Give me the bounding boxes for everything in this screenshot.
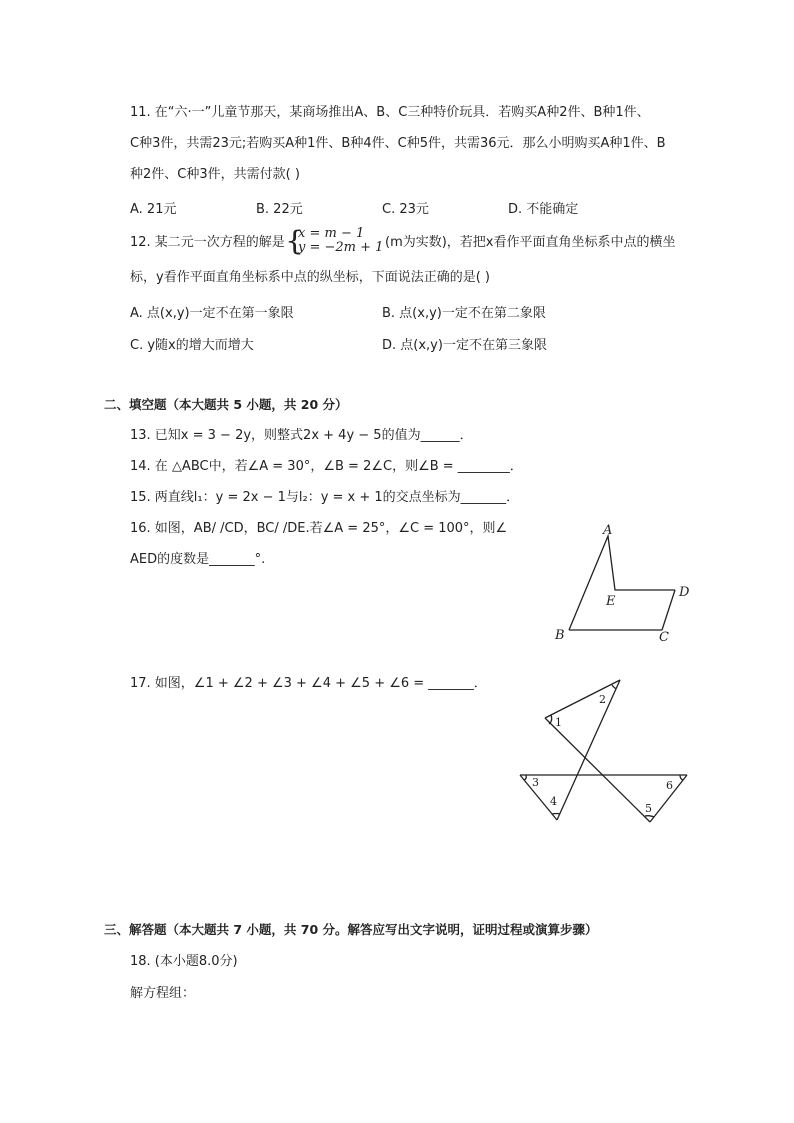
q11-option-a: A. 21元 xyxy=(130,202,177,217)
segment-c-d xyxy=(662,590,675,630)
q17-text: 17. 如图，∠1 + ∠2 + ∠3 + ∠4 + ∠5 + ∠6 = _______． xyxy=(130,676,487,691)
q12-option-b: B. 点(x,y)一定不在第二象限 xyxy=(382,306,546,321)
angle-label-4: 4 xyxy=(550,795,557,808)
arc-5 xyxy=(645,816,654,817)
arc-2 xyxy=(612,685,616,688)
q12-eq1: x = m − 1 xyxy=(298,226,365,241)
q12-option-d: D. 点(x,y)一定不在第三象限 xyxy=(382,338,547,353)
line-top-left-to-bottom-right xyxy=(545,718,650,822)
q13-text: 13. 已知x = 3 − 2y，则整式2x + 4y − 5的值为______． xyxy=(130,428,473,443)
q11-option-c: C. 23元 xyxy=(382,202,429,217)
section-fill-in-blank-heading: 二、填空题（本大题共 5 小题，共 20 分） xyxy=(104,397,348,412)
angle-label-5: 5 xyxy=(645,802,652,815)
label-a: A xyxy=(603,523,613,538)
system-brace: { xyxy=(285,225,305,258)
q11-option-d: D. 不能确定 xyxy=(508,202,579,217)
segment-b-a-e-d xyxy=(569,536,675,630)
q18-title: 18. (本小题8.0分) xyxy=(130,954,238,969)
arc-4 xyxy=(552,814,560,815)
q16-line1: 16. 如图，AB/ /CD，BC/ /DE.若∠A = 25°，∠C = 100°，则∠ xyxy=(130,521,508,536)
arc-3 xyxy=(524,775,526,780)
q18-body: 解方程组： xyxy=(130,986,196,1001)
q12-eq2: y = −2m + 1 xyxy=(298,240,384,255)
angle-label-3: 3 xyxy=(532,776,539,789)
angle-label-1: 1 xyxy=(555,716,562,729)
q12-suffix: (m为实数)，若把x看作平面直角坐标系中点的横坐 xyxy=(385,235,676,250)
label-d: D xyxy=(679,585,690,600)
q17-figure xyxy=(515,675,695,830)
q11-line1: 11. 在“六·一”儿童节那天，某商场推出A、B、C三种特价玩具．若购买A种2件、B种1件、 xyxy=(130,105,650,120)
q11-line2: C种3件，共需23元;若购买A种1件、B种4件、C种5件，共需36元．那么小明购买A种1件、B xyxy=(130,136,666,151)
q16-figure xyxy=(545,520,705,645)
q15-text: 15. 两直线l₁：y = 2x − 1与l₂：y = x + 1的交点坐标为_______． xyxy=(130,490,520,505)
line-top-left-to-top-right xyxy=(545,680,620,718)
label-e: E xyxy=(606,594,616,609)
line-top-right-to-bottom-left xyxy=(557,680,620,820)
q12-option-c: C. y随x的增大而增大 xyxy=(130,338,254,353)
angle-label-6: 6 xyxy=(666,779,673,792)
q12-prefix: 12. 某二元一次方程的解是 xyxy=(130,235,285,250)
q12-option-a: A. 点(x,y)一定不在第一象限 xyxy=(130,306,294,321)
section-solutions-heading: 三、解答题（本大题共 7 小题，共 70 分。解答应写出文字说明，证明过程或演算步骤） xyxy=(104,922,598,937)
q12-line2: 标，y看作平面直角坐标系中点的纵坐标，下面说法正确的是( ) xyxy=(130,270,490,285)
label-b: B xyxy=(555,628,565,643)
label-c: C xyxy=(659,630,669,645)
q11-line3: 种2件、C种3件，共需付款( ) xyxy=(130,167,300,182)
angle-label-2: 2 xyxy=(599,693,606,706)
q16-line2: AED的度数是_______°. xyxy=(130,552,266,567)
q11-option-b: B. 22元 xyxy=(256,202,303,217)
arc-6 xyxy=(680,775,683,780)
q14-text: 14. 在 △ABC中，若∠A = 30°，∠B = 2∠C，则∠B = ________． xyxy=(130,459,523,474)
